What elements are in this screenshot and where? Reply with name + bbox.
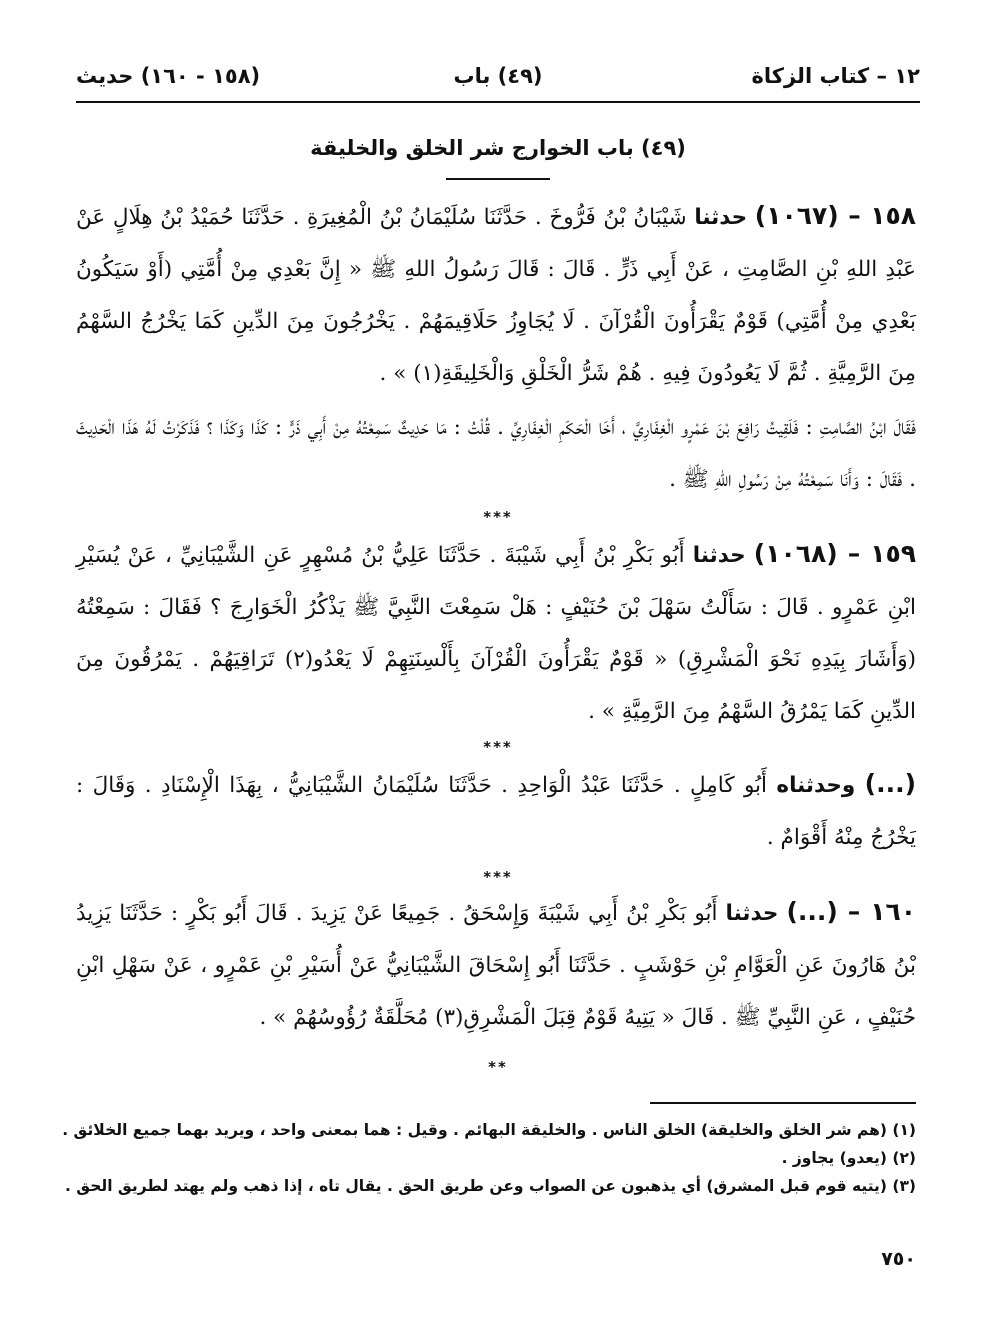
hadith-160 — [76, 886, 916, 1044]
footnote-3: (٣) (يتيه قوم قبل المشرق) أي يذهبون عن الصواب وعن طريق الحق . يقال تاه ، إذا ذهب ولم يهتد لطريق الحق . — [64, 1177, 916, 1195]
hadith-text: أَبُو بَكْرِ بْنُ أَبِي شَيْبَةَ . حَدَّثَنَا عَلِيُّ بْنُ مُسْهِرٍ عَنِ الشَّيْبَانِيِّ ، عَنْ يُسَيْرِ ابْنِ عَمْرٍو . قَالَ : سَأَلْتُ سَهْلَ بْنَ حُنَيْفٍ : هَلْ سَمِعْتَ النَّبِيَّ ﷺ يَذْكُرُ الْخَوَارِجَ ؟ فَقَالَ : سَمِعْتُهُ (وَأَشَارَ بِيَدِهِ نَحْوَ الْمَشْرِقِ) « قَوْمٌ يَقْرَأُونَ الْقُرْآنَ بِأَلْسِنَتِهِمْ لَا يَعْدُو(٢) تَرَاقِيَهُمْ . يَمْرُقُونَ مِنَ الدِّينِ كَمَا يَمْرُقُ السَّهْمُ مِنَ الرَّمِيَّةِ » . — [76, 543, 916, 724]
footnotes — [62, 1116, 916, 1200]
hadith-chain-word: حدثنا — [725, 901, 779, 926]
section-separator: *** — [483, 738, 513, 756]
hadith-158 — [76, 190, 916, 400]
hadith-158-sequel — [76, 402, 916, 506]
hadith-number: ١٥٨ – (١٠٦٧) — [754, 201, 916, 230]
hadith-chain-word: حدثنا — [692, 543, 746, 568]
hadith-text: شَيْبَانُ بْنُ فَرُّوخَ . حَدَّثَنَا سُلَيْمَانُ بْنُ الْمُغِيرَةِ . حَدَّثَنَا حُمَيْدُ بْنُ هِلَالٍ عَنْ عَبْدِ اللهِ بْنِ الصَّامِتِ ، عَنْ أَبِي ذَرٍّ . قَالَ : قَالَ رَسُولُ اللهِ ﷺ « إِنَّ بَعْدِي مِنْ أُمَّتِي (أَوْ سَيَكُونُ بَعْدِي مِنْ أُمَّتِي) قَوْمٌ يَقْرَأُونَ الْقُرْآنَ . لَا يُجَاوِزُ حَلَاقِيمَهُمْ . يَخْرُجُونَ مِنَ الدِّينِ كَمَا يَخْرُجُ السَّهْمُ مِنَ الرَّمِيَّةِ . ثُمَّ لَا يَعُودُونَ فِيهِ . هُمْ شَرُّ الْخَلْقِ وَالْخَلِيقَةِ(١) » . — [76, 205, 916, 386]
running-head — [76, 60, 920, 100]
hadith-chain-word: وحدثناه — [776, 773, 856, 798]
end-separator: ** — [488, 1058, 508, 1076]
running-head-hadith-range: (١٥٨ - ١٦٠) حديث — [76, 64, 261, 88]
chapter-title: (٤٩) باب الخوارج شر الخلق والخليقة — [310, 136, 686, 160]
hadith-159b — [76, 758, 916, 864]
section-separator: *** — [483, 868, 513, 886]
hadith-text: أَبُو كَامِلٍ . حَدَّثَنَا عَبْدُ الْوَاحِدِ . حَدَّثَنَا سُلَيْمَانُ الشَّيْبَانِيُّ ، بِهَذَا الْإِسْنَادِ . وَقَالَ : يَخْرُجُ مِنْهُ أَقْوَامٌ . — [76, 773, 916, 850]
hadith-number: ١٦٠ – (...) — [786, 897, 916, 926]
footnote-2: (٢) (يعدو) يجاوز . — [781, 1149, 916, 1167]
running-head-book: ١٢ – كتاب الزكاة — [751, 64, 920, 88]
hadith-159 — [76, 528, 916, 738]
hadith-chain-word: حدثنا — [694, 205, 748, 230]
page-number: ٧٥٠ — [881, 1248, 916, 1270]
hadith-text: فَقَالَ ابْنُ الصَّامِتِ : فَلَقِيتُ رَافِعَ بْنَ عَمْرٍو الْغِفَارِيَّ ، أَخَا الْحَكَمِ الْغِفَارِيِّ . قُلْتُ : مَا حَدِيثٌ سَمِعْتُهُ مِنْ أَبِي ذَرٍّ : كَذَا وَكَذَا ؟ فَذَكَرْتُ لَهُ هَذَا الْحَدِيثَ . فَقَالَ : وَأَنَا سَمِعْتُهُ مِنْ رَسُولِ اللهِ ﷺ . — [76, 415, 916, 492]
footnote-1: (١) (هم شر الخلق والخليقة) الخلق الناس . والخليقة البهائم . وقيل : هما بمعنى واحد ، ويريد بهما جميع الخلائق . — [62, 1121, 916, 1139]
hadith-number: ١٥٩ – (١٠٦٨) — [753, 539, 916, 568]
hadith-text: أَبُو بَكْرِ بْنُ أَبِي شَيْبَةَ وَإِسْحَقُ . جَمِيعًا عَنْ يَزِيدَ . قَالَ أَبُو بَكْرٍ : حَدَّثَنَا يَزِيدُ بْنُ هَارُونَ عَنِ الْعَوَّامِ بْنِ حَوْشَبٍ . حَدَّثَنَا أَبُو إِسْحَاقَ الشَّيْبَانِيُّ عَنْ أُسَيْرِ بْنِ عَمْرٍو ، عَنْ سَهْلِ ابْنِ حُنَيْفٍ ، عَنِ النَّبِيِّ ﷺ . قَالَ « يَتِيهُ قَوْمٌ قِبَلَ الْمَشْرِقِ(٣) مُحَلَّقَةٌ رُؤُوسُهُمْ » . — [76, 901, 916, 1030]
header-rule — [76, 101, 920, 103]
running-head-chapter: (٤٩) باب — [453, 64, 543, 88]
hadith-number: (...) — [864, 769, 916, 798]
footnote-rule — [650, 1102, 916, 1104]
section-separator: *** — [483, 508, 513, 526]
chapter-title-underline — [446, 178, 550, 180]
